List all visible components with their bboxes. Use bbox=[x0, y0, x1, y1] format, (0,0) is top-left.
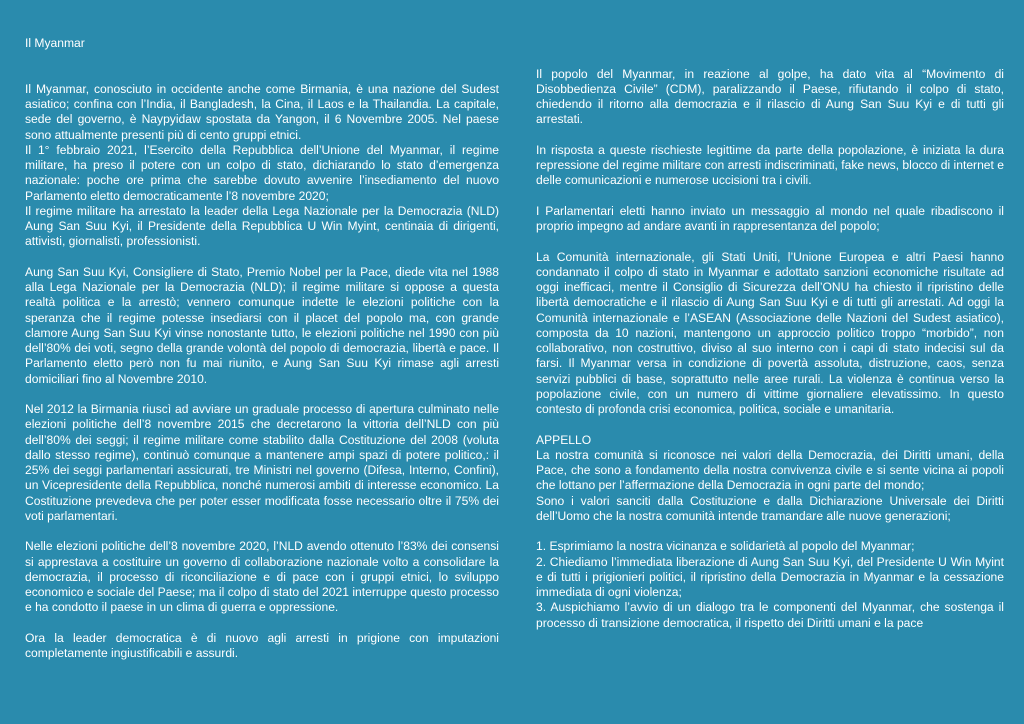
paragraph: In risposta a queste rischieste legittime da parte della popolazione, è iniziata la dura repressione del regime militare con arresti indiscriminati, fake news, blocco di internet e delle comunicazioni e numerose uccisioni tra i civili. bbox=[536, 142, 1004, 188]
appeal-list bbox=[536, 539, 1004, 631]
paragraph: Nel 2012 la Birmania riuscì ad avviare un graduale processo di apertura culminato nelle elezioni politiche dell’8 novembre 2015 che decretarono la vittoria dell’NLD con più dell’80% dei seggi; il regime militare come stabilito dalla Costituzione del 2008 (voluta dallo stesso regime), continuò comunque a mantenere ampi spazi di potere politico,: il 25% dei seggi parlamentari assicurati, tre Ministri nel governo (Difesa, Interno, Confini), un Vicepresidente della Repubblica, nonché numerosi ambiti di interesse economico. La Costituzione prevedeva che per poter esser modificata fosse necessario oltre il 75% dei voti parlamentari. bbox=[25, 402, 499, 523]
appeal-intro: Sono i valori sanciti dalla Costituzione e dalla Dichiarazione Universale dei Diritti dell’Uomo che la nostra comunità intende tramandare alle nuove generazioni; bbox=[536, 493, 1004, 523]
right-column bbox=[536, 36, 1004, 631]
paragraph: Aung San Suu Kyi, Consigliere di Stato, Premio Nobel per la Pace, diede vita nel 1988 alla Lega Nazionale per la Democrazia (NLD); il regime militare si oppose a questa realtà politica e la arrestò; vennero comunque indette le elezioni politiche con la speranza che il regime potesse insediarsi con il placet del popolo ma, con grande clamore Aung San Suu Kyi vinse nonostante tutto, le elezioni politiche nel 1990 con più dell’80% dei voti, segno della grande volontà del popolo di democrazia, libertà e pace. Il Parlamento eletto però non fu mai riunito, e Aung San Suu Kyi rimase agli arresti domiciliari fino al Novembre 2010. bbox=[25, 264, 499, 386]
paragraph: I Parlamentari eletti hanno inviato un messaggio al mondo nel quale ribadiscono il proprio impegno ad andare avanti in rappresentanza del popolo; bbox=[536, 203, 1004, 233]
document-title: Il Myanmar bbox=[25, 36, 85, 50]
appeal-intro: La nostra comunità si riconosce nei valori della Democrazia, dei Diritti umani, della Pace, che sono a fondamento della nostra convivenza civile e si sente vicina ai popoli che lottano per l’affermazione della Democrazia in ogni parte del mondo; bbox=[536, 447, 1004, 493]
paragraph: Nelle elezioni politiche dell’8 novembre 2020, l’NLD avendo ottenuto l’83% dei consensi si apprestava a costituire un governo di collaborazione nazionale volto a consolidare la democrazia, il processo di riconciliazione e di pace con i gruppi etnici, lo sviluppo economico e sociale del Paese; ma il colpo di stato del 2021 interruppe questo processo e ha condotto il paese in un clima di guerra e oppressione. bbox=[25, 539, 499, 615]
appeal-item: 3. Auspichiamo l’avvio di un dialogo tra le componenti del Myanmar, che sostenga il processo di transizione democratica, il rispetto dei Diritti umani e la pace bbox=[536, 600, 1004, 630]
paragraph: Il Myanmar, conosciuto in occidente anche come Birmania, è una nazione del Sudest asiatico; confina con l’India, il Bangladesh, la Cina, il Laos e la Thailandia. La capitale, sede del governo, è Naypyidaw spostata da Yangon, il 6 Novembre 2005. Nel paese sono attualmente presenti più di cento gruppi etnici. bbox=[25, 81, 499, 142]
appeal-item: 2. Chiediamo l’immediata liberazione di Aung San Suu Kyi, del Presidente U Win Myint e di tutti i prigionieri politici, il ripristino della Democrazia in Myanmar e la cessazione immediata di ogni violenza; bbox=[536, 554, 1004, 599]
appeal-item: 1. Esprimiamo la nostra vicinanza e solidarietà al popolo del Myanmar; bbox=[536, 539, 915, 554]
paragraph: Ora la leader democratica è di nuovo agli arresti in prigione con imputazioni completamente ingiustificabili e assurdi. bbox=[25, 630, 499, 660]
paragraph: Il 1° febbraio 2021, l’Esercito della Repubblica dell’Unione del Myanmar, il regime militare, ha preso il potere con un colpo di stato, dichiarando lo stato d’emergenza nazionale: poche ore prima che sarebbe dovuto avvenire l’insediamento del nuovo Parlamento eletto democraticamente l’8 novembre 2020; bbox=[25, 142, 499, 203]
left-column bbox=[25, 36, 499, 661]
appeal-heading: APPELLO bbox=[536, 432, 592, 447]
paragraph: Il regime militare ha arrestato la leader della Lega Nazionale per la Democrazia (NLD) Aung San Suu Kyi, il Presidente della Repubblica U Win Myint, centinaia di dirigenti, attivisti, giornalisti, professionisti. bbox=[25, 203, 499, 249]
paragraph: Il popolo del Myanmar, in reazione al golpe, ha dato vita al “Movimento di Disobbedienza Civile” (CDM), paralizzando il Paese, rifiutando il colpo di stato, chiedendo il ritorno alla democrazia e il rilascio di Aung San Suu Kyi e di tutti gli arrestati. bbox=[536, 66, 1004, 127]
paragraph: La Comunità internazionale, gli Stati Uniti, l’Unione Europea e altri Paesi hanno condannato il colpo di stato in Myanmar e adottato sanzioni economiche risultate ad oggi inefficaci, mentre il Consiglio di Sicurezza dell’ONU ha chiesto il ripristino delle libertà democratiche e il rilascio di Aung San Suu Kyi e di tutti gli arrestati. Ad oggi la Comunità internazionale e l’ASEAN (Associazione delle Nazioni del Sudest asiatico), composta da 10 nazioni, mantengono un approccio politico troppo “morbido”, non collaborativo, non costruttivo, diviso al suo interno con i capi di stato indecisi sul da farsi. Il Myanmar versa in condizione di povertà assoluta, distruzione, caos, senza servizi pubblici di base, soprattutto nelle aree rurali. La violenza è continua verso la popolazione civile, con un numero di vittime giornaliere elevatissimo. In questo contesto di profonda crisi economica, politica, sociale e umanitaria. bbox=[536, 249, 1004, 416]
